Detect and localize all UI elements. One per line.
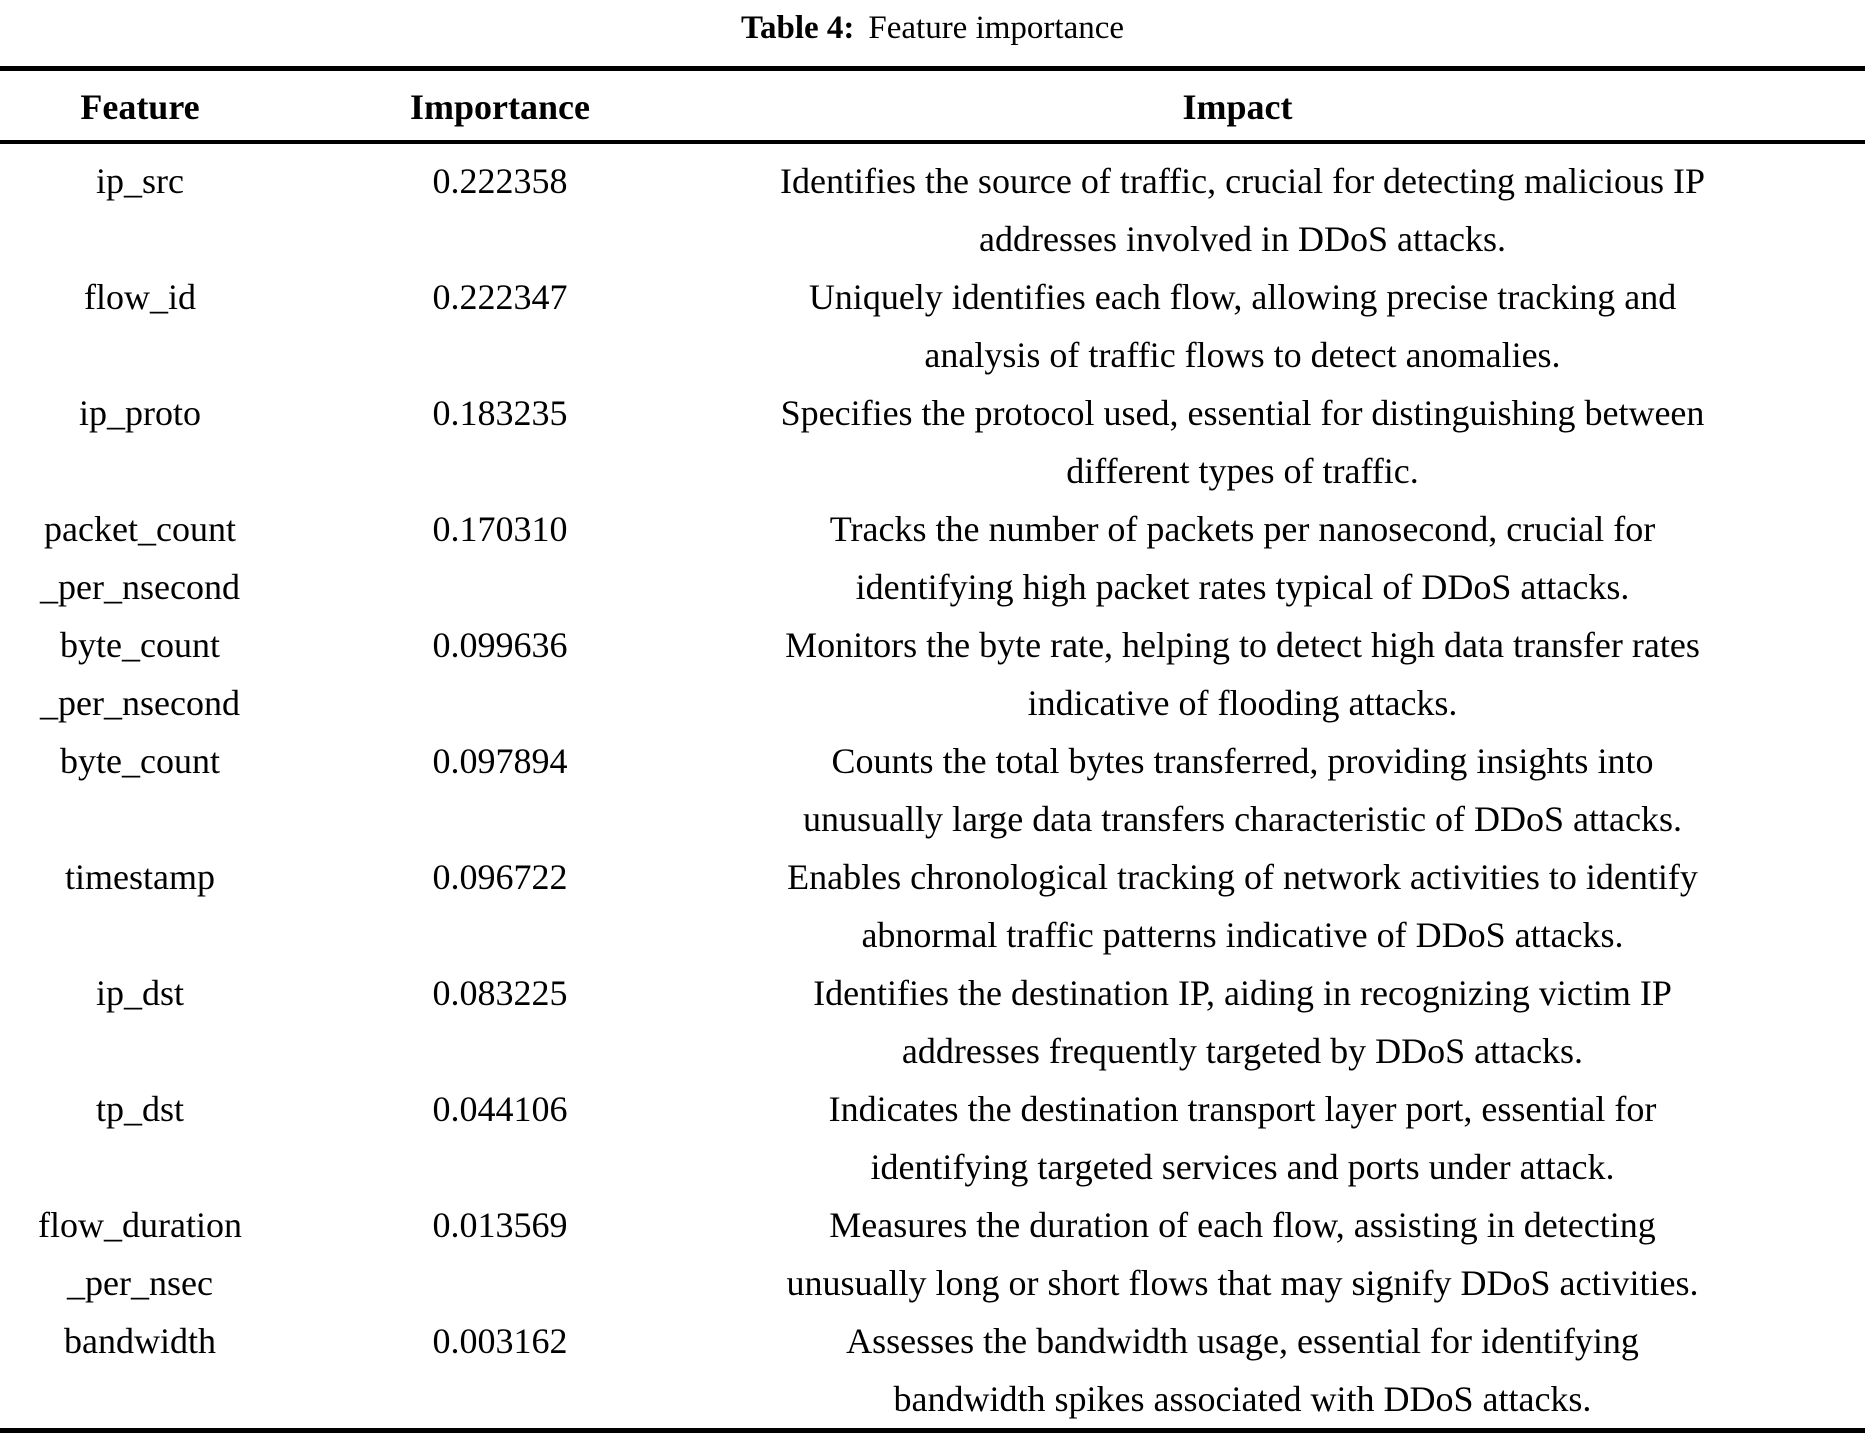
feature-cell (0, 964, 280, 1080)
impact-cell-line: Enables chronological tracking of network activities to identify (787, 857, 1698, 897)
importance-cell-line: 0.083225 (432, 973, 568, 1013)
feature-cell (0, 1312, 280, 1431)
impact-cell-line: Monitors the byte rate, helping to detect high data transfer rates (785, 625, 1700, 665)
importance-cell-line: 0.003162 (432, 1321, 568, 1361)
feature-cell (0, 500, 280, 616)
impact-cell (620, 384, 1865, 500)
impact-cell-line: identifying targeted services and ports under attack. (870, 1147, 1615, 1187)
impact-cell-line: identifying high packet rates typical of DDoS attacks. (855, 567, 1630, 607)
feature-cell (0, 732, 280, 848)
table-row (0, 616, 1865, 732)
table-row (0, 732, 1865, 848)
impact-cell-line: analysis of traffic flows to detect anomalies. (924, 335, 1561, 375)
importance-cell (280, 500, 620, 616)
importance-cell (280, 1196, 620, 1312)
importance-cell (280, 732, 620, 848)
importance-cell-line: 0.013569 (432, 1205, 568, 1245)
importance-cell (280, 1312, 620, 1431)
impact-cell-line: indicative of flooding attacks. (1027, 683, 1458, 723)
importance-cell (280, 848, 620, 964)
column-header-impact: Impact (1182, 87, 1293, 127)
feature-cell (0, 1080, 280, 1196)
impact-cell (620, 1196, 1865, 1312)
importance-cell-line: 0.183235 (432, 393, 568, 433)
impact-cell-line: Identifies the source of traffic, crucial for detecting malicious IP (780, 161, 1705, 201)
feature-cell-line: ip_dst (95, 973, 184, 1013)
impact-cell (620, 1312, 1865, 1431)
table-row (0, 1196, 1865, 1312)
feature-cell-line: _per_nsec (67, 1263, 213, 1303)
column-header-feature: Feature (80, 87, 200, 127)
feature-cell (0, 1196, 280, 1312)
importance-cell-line: 0.222358 (432, 161, 568, 201)
feature-cell-line: _per_nsecond (40, 683, 240, 723)
impact-cell (620, 616, 1865, 732)
impact-cell-line: Specifies the protocol used, essential for distinguishing between (780, 393, 1705, 433)
table-row (0, 1080, 1865, 1196)
feature-cell-line: flow_duration (38, 1205, 242, 1245)
importance-cell (280, 1080, 620, 1196)
table-row (0, 268, 1865, 384)
impact-cell-line: Indicates the destination transport layer port, essential for (828, 1089, 1657, 1129)
importance-cell (280, 384, 620, 500)
table-row (0, 142, 1865, 268)
table-row (0, 384, 1865, 500)
table-caption (0, 0, 1865, 66)
impact-cell-line: abnormal traffic patterns indicative of DDoS attacks. (861, 915, 1624, 955)
feature-cell-line: tp_dst (95, 1089, 184, 1129)
feature-cell (0, 616, 280, 732)
table-header-row (0, 69, 1865, 143)
feature-cell-line: byte_count (60, 741, 220, 781)
importance-cell-line: 0.096722 (432, 857, 568, 897)
impact-cell-line: addresses frequently targeted by DDoS attacks. (901, 1031, 1584, 1071)
impact-cell-line: Measures the duration of each flow, assisting in detecting (829, 1205, 1656, 1245)
feature-cell-line: ip_proto (79, 393, 201, 433)
feature-cell (0, 142, 280, 268)
table-caption-label: Table 4: (740, 10, 855, 46)
impact-cell (620, 268, 1865, 384)
feature-cell-line: _per_nsecond (40, 567, 240, 607)
impact-cell-line: different types of traffic. (1066, 451, 1419, 491)
feature-cell-line: timestamp (65, 857, 215, 897)
importance-cell (280, 616, 620, 732)
column-header-importance: Importance (410, 87, 590, 127)
feature-cell-line: bandwidth (64, 1321, 216, 1361)
importance-cell-line: 0.222347 (432, 277, 568, 317)
importance-cell-line: 0.170310 (432, 509, 568, 549)
impact-cell (620, 1080, 1865, 1196)
table-caption-text: Feature importance (868, 10, 1125, 46)
impact-cell-line: bandwidth spikes associated with DDoS attacks. (893, 1379, 1592, 1419)
impact-cell (620, 848, 1865, 964)
table-row (0, 964, 1865, 1080)
impact-cell-line: unusually large data transfers characteristic of DDoS attacks. (802, 799, 1682, 839)
importance-cell-line: 0.044106 (432, 1089, 568, 1129)
impact-cell-line: Tracks the number of packets per nanosecond, crucial for (829, 509, 1656, 549)
table-header (0, 69, 1865, 143)
importance-cell-line: 0.097894 (432, 741, 568, 781)
impact-cell-line: Counts the total bytes transferred, providing insights into (831, 741, 1654, 781)
impact-cell-line: Uniquely identifies each flow, allowing precise tracking and (808, 277, 1677, 317)
feature-cell (0, 384, 280, 500)
impact-cell-line: addresses involved in DDoS attacks. (979, 219, 1506, 259)
importance-cell (280, 964, 620, 1080)
importance-cell (280, 268, 620, 384)
table-row (0, 1312, 1865, 1431)
feature-cell (0, 268, 280, 384)
importance-cell (280, 142, 620, 268)
impact-cell (620, 964, 1865, 1080)
importance-cell-line: 0.099636 (432, 625, 568, 665)
impact-cell-line: Assesses the bandwidth usage, essential for identifying (846, 1321, 1639, 1361)
impact-cell-line: Identifies the destination IP, aiding in recognizing victim IP (813, 973, 1672, 1013)
feature-cell-line: flow_id (84, 277, 196, 317)
table-body (0, 142, 1865, 1431)
feature-cell-line: packet_count (44, 509, 236, 549)
feature-importance-table (0, 66, 1865, 1433)
feature-cell-line: ip_src (96, 161, 184, 201)
feature-cell (0, 848, 280, 964)
impact-cell-line: unusually long or short flows that may signify DDoS activities. (786, 1263, 1699, 1303)
impact-cell (620, 142, 1865, 268)
impact-cell (620, 500, 1865, 616)
impact-cell (620, 732, 1865, 848)
table-row (0, 500, 1865, 616)
feature-cell-line: byte_count (60, 625, 220, 665)
table-row (0, 848, 1865, 964)
